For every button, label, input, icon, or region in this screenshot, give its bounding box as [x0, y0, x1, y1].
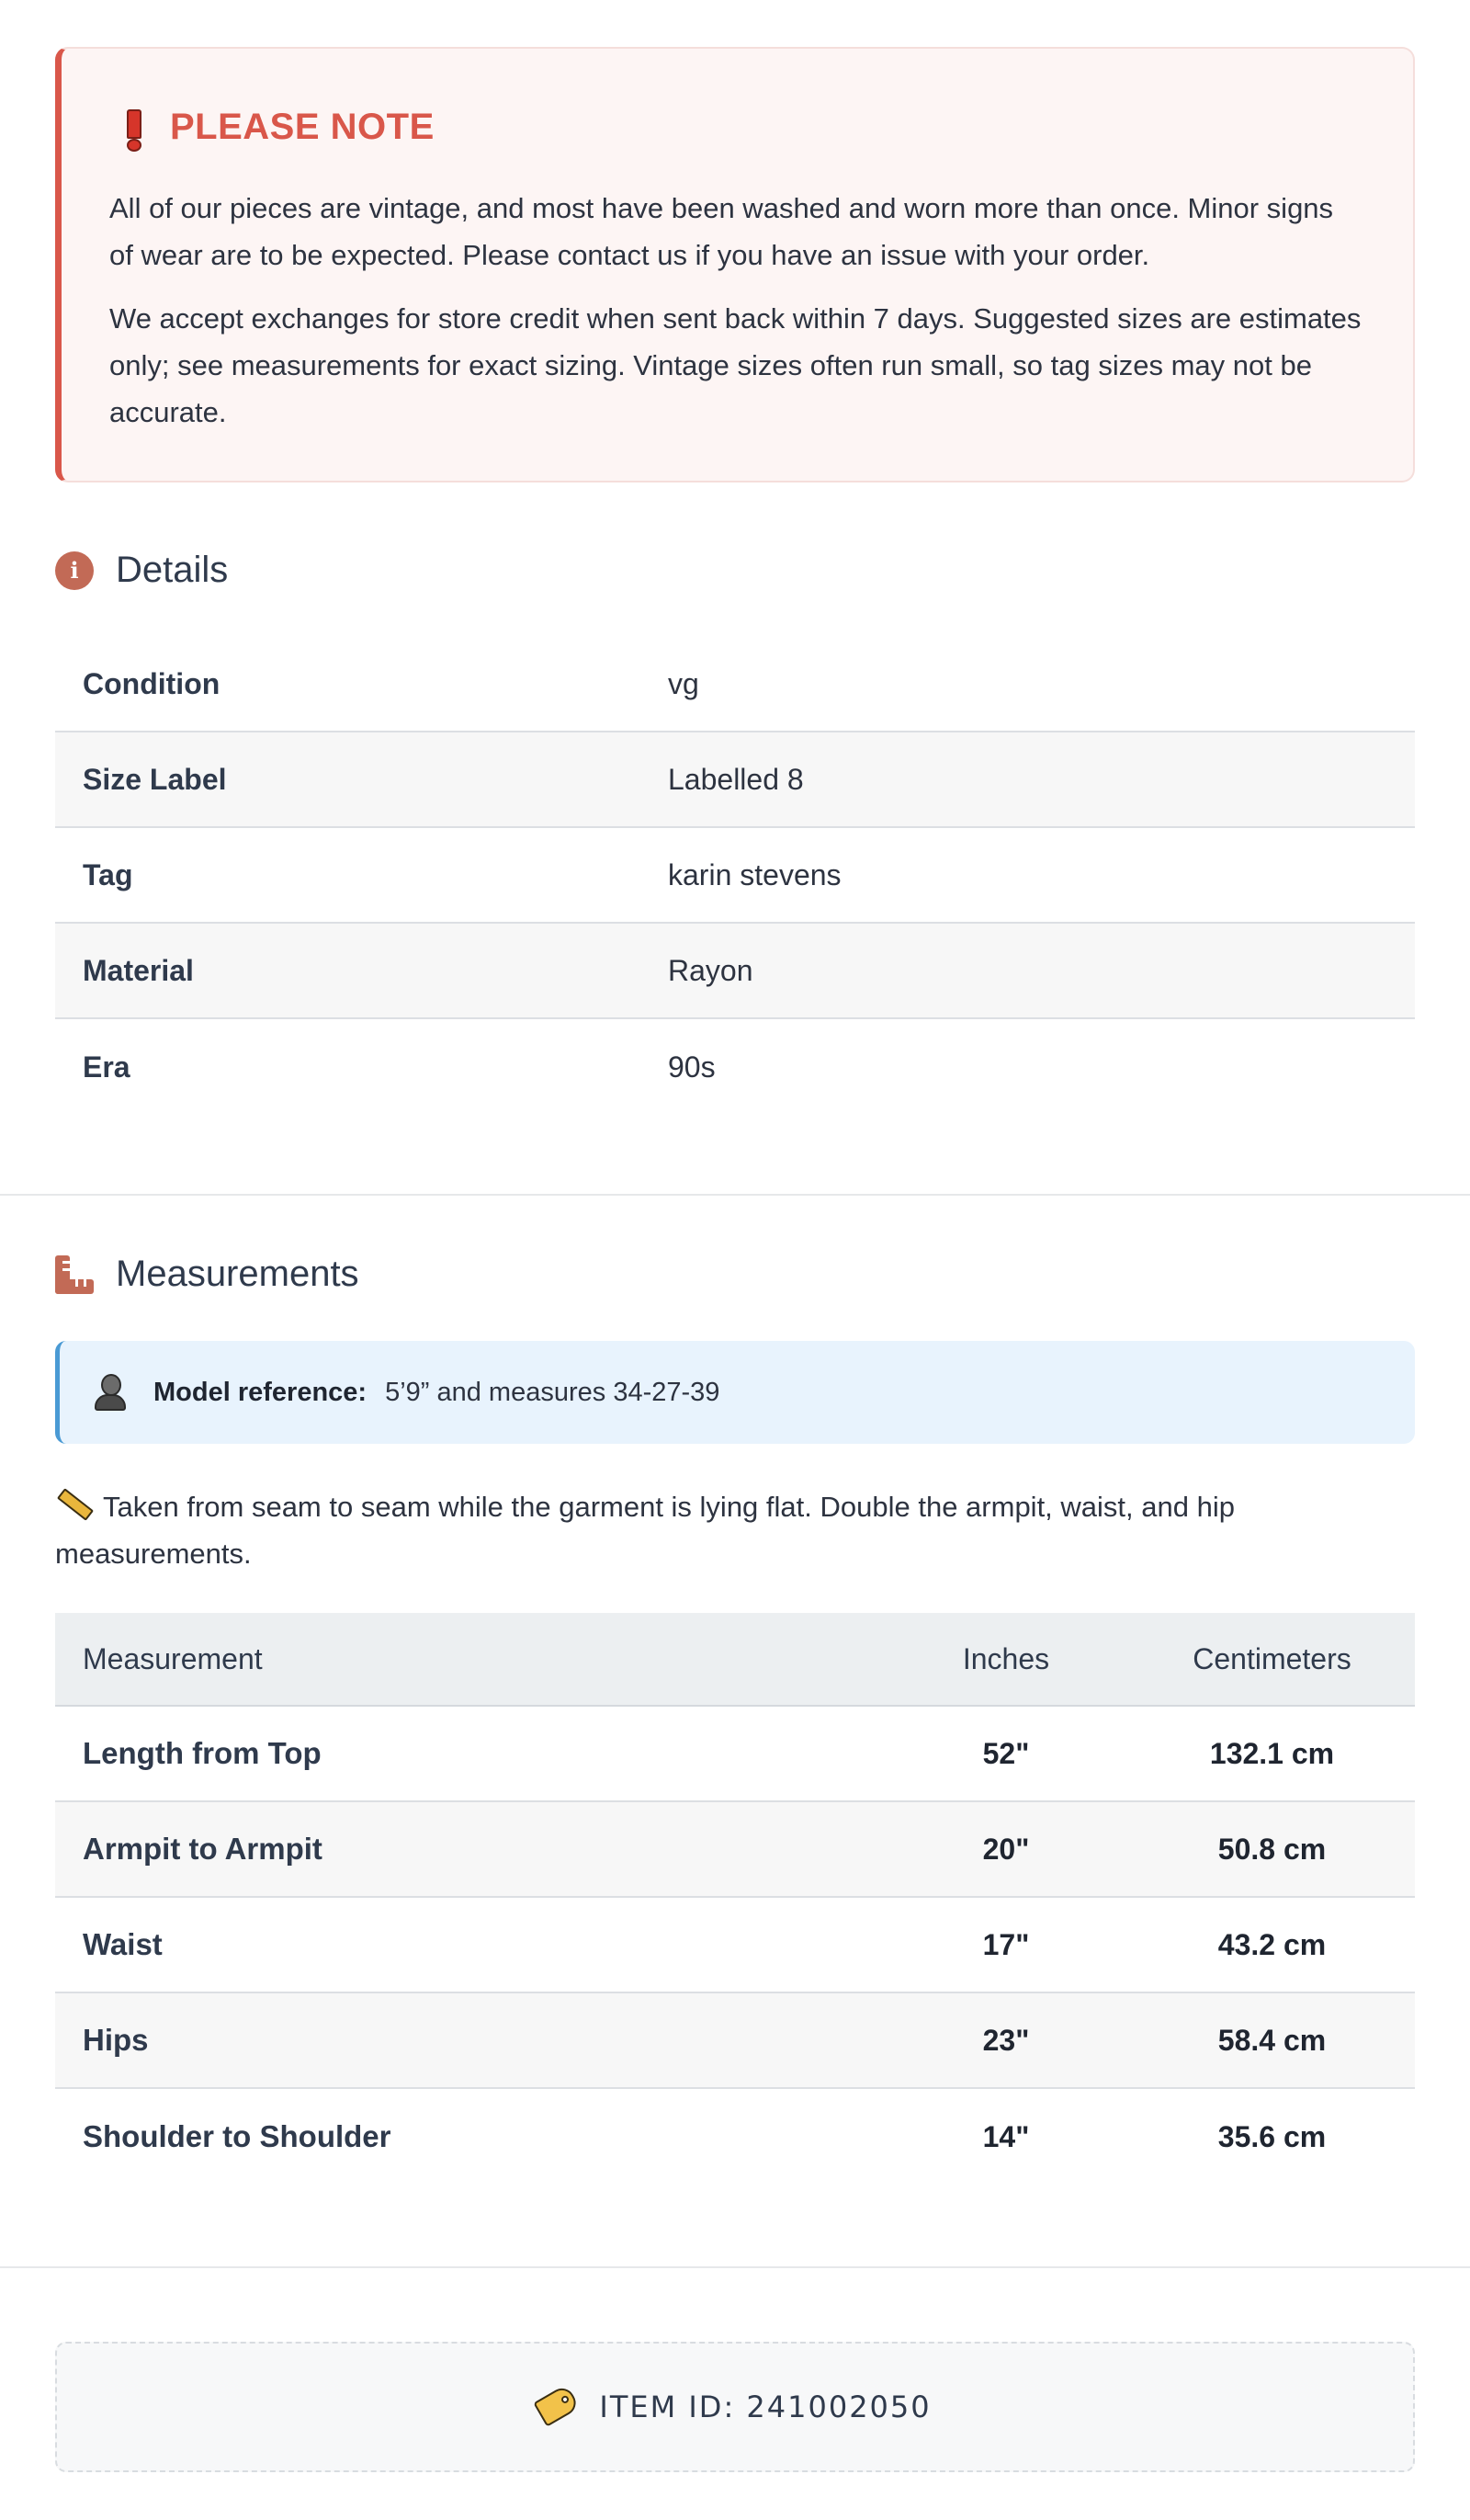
- column-header: Inches: [962, 1641, 1050, 1675]
- column-header: Measurement: [83, 1641, 263, 1675]
- info-icon: i: [55, 551, 94, 590]
- measurement-inches: 23": [982, 2023, 1030, 2057]
- detail-label: Era: [83, 1050, 130, 1084]
- details-header: [55, 550, 228, 591]
- model-reference-value: 5’9” and measures 34-27-39: [385, 1377, 720, 1407]
- tag-icon: [534, 2384, 582, 2430]
- measurement-cm: 43.2 cm: [1217, 1927, 1327, 1961]
- notice-paragraph: All of our pieces are vintage, and most have been washed and worn more than once. Minor signs of wear are to be expected. Please contact us if you have an issue with your order.: [109, 192, 1334, 271]
- measurement-name: Shoulder to Shoulder: [83, 2119, 391, 2153]
- details-title: Details: [116, 550, 229, 590]
- detail-value: vg: [668, 666, 699, 700]
- table-row: [55, 1019, 1415, 1115]
- pencil-icon: [57, 1488, 94, 1521]
- item-id-box: [55, 2342, 1415, 2472]
- measurement-inches: 52": [982, 1736, 1030, 1770]
- measurement-inches: 14": [982, 2119, 1030, 2153]
- measurement-inches: 20": [982, 1832, 1030, 1866]
- measurements-table: [55, 1613, 1415, 2185]
- table-row: [55, 1707, 1415, 1802]
- detail-value: karin stevens: [668, 857, 842, 891]
- notice-header: [117, 106, 435, 148]
- table-row: [55, 924, 1415, 1019]
- table-row: [55, 637, 1415, 732]
- detail-value: Rayon: [668, 953, 753, 987]
- notice-title: PLEASE NOTE: [170, 106, 435, 147]
- section-divider: [0, 2266, 1470, 2268]
- detail-value: Labelled 8: [668, 762, 804, 796]
- detail-label: Size Label: [83, 762, 227, 796]
- detail-value: 90s: [668, 1050, 716, 1084]
- measurement-note: [55, 1483, 1378, 1577]
- measurement-name: Armpit to Armpit: [83, 1832, 322, 1866]
- person-icon: [95, 1374, 126, 1411]
- column-header: Centimeters: [1193, 1641, 1351, 1675]
- table-row: [55, 732, 1415, 828]
- table-row: [55, 828, 1415, 924]
- measurement-name: Waist: [83, 1927, 163, 1961]
- measurement-name: Length from Top: [83, 1736, 322, 1770]
- ruler-icon: [55, 1255, 94, 1294]
- notice-paragraph: We accept exchanges for store credit when sent back within 7 days. Suggested sizes are estimates only; see measurements for exact sizing. Vintage sizes often run small, so tag sizes may not be accurate.: [109, 302, 1362, 428]
- model-reference-box: [55, 1341, 1415, 1444]
- model-reference-label: Model reference:: [153, 1377, 368, 1407]
- table-body: [55, 1707, 1415, 2185]
- table-row: [55, 1898, 1415, 1993]
- detail-label: Tag: [83, 857, 133, 891]
- table-header-row: [55, 1613, 1415, 1707]
- notice-box: [55, 47, 1415, 482]
- measurement-cm: 50.8 cm: [1217, 1832, 1327, 1866]
- table-row: [55, 1802, 1415, 1898]
- measurement-cm: 35.6 cm: [1217, 2119, 1327, 2153]
- measurement-inches: 17": [982, 1927, 1030, 1961]
- measurement-cm: 132.1 cm: [1209, 1736, 1335, 1770]
- item-id: ITEM ID: 241002050: [599, 2389, 932, 2424]
- measurements-header: [55, 1254, 359, 1295]
- measurement-note-text: Taken from seam to seam while the garment is lying flat. Double the armpit, waist, and hip measurements.: [55, 1491, 1235, 1570]
- table-row: [55, 1993, 1415, 2089]
- detail-label: Condition: [83, 666, 220, 700]
- section-divider: [0, 1194, 1470, 1196]
- detail-label: Material: [83, 953, 194, 987]
- measurement-cm: 58.4 cm: [1217, 2023, 1327, 2057]
- measurements-title: Measurements: [116, 1254, 359, 1294]
- table-row: [55, 2089, 1415, 2185]
- details-table: [55, 637, 1415, 1115]
- measurement-name: Hips: [83, 2023, 149, 2057]
- exclamation-icon: [117, 106, 148, 148]
